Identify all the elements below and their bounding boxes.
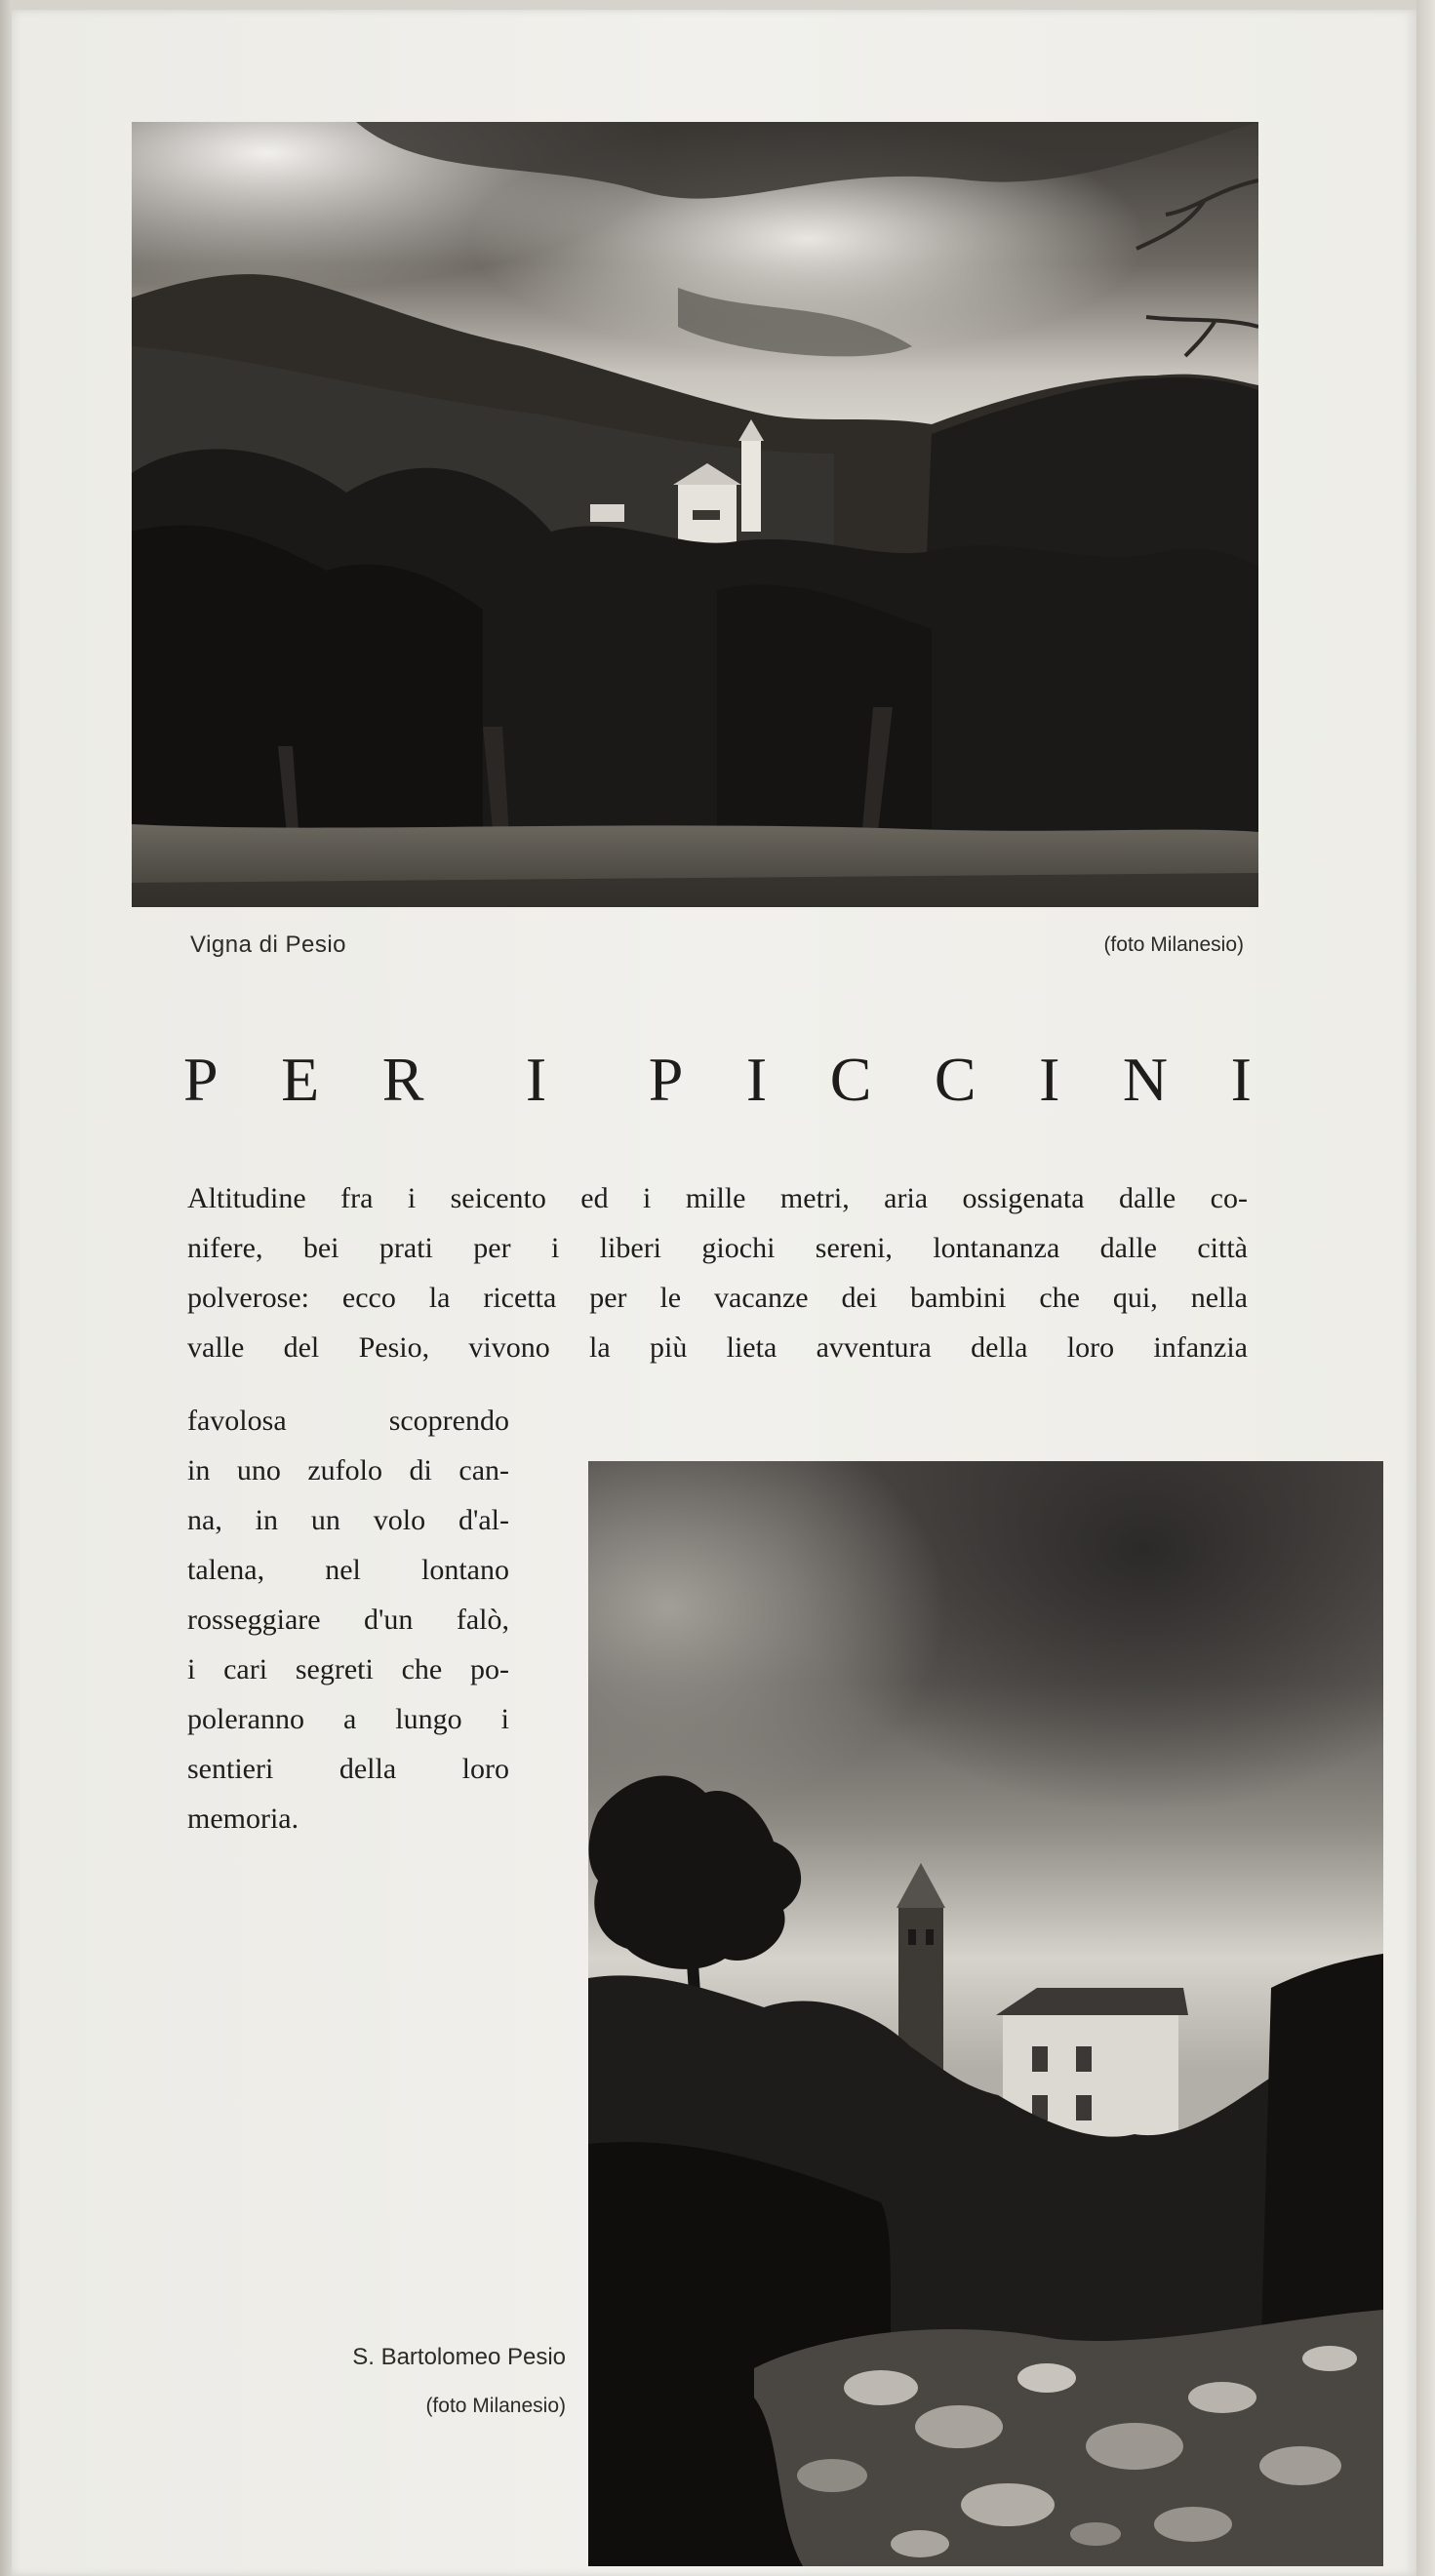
body-line: i cari segreti che po- [187, 1653, 509, 1685]
photo-credit-vigna: (foto Milanesio) [1103, 933, 1244, 956]
page-left-edge [0, 0, 12, 2576]
photo-credit-bartolomeo: (foto Milanesio) [425, 2395, 566, 2417]
body-line: favolosa scoprendo [187, 1405, 509, 1437]
body-paragraph [187, 1173, 1248, 1372]
page-right-edge [1416, 0, 1435, 2576]
title-letter: I [745, 1045, 768, 1114]
photo-san-bartolomeo-pesio [588, 1461, 1383, 2566]
title-letter: P [183, 1045, 219, 1114]
title-letter: I [1230, 1045, 1252, 1114]
title-letter: P [648, 1045, 684, 1114]
body-line: in uno zufolo di can- [187, 1454, 509, 1486]
title-letter: C [934, 1045, 977, 1114]
title-letter: I [1039, 1045, 1060, 1114]
page-title [183, 1044, 1252, 1116]
photo-vigna-di-pesio [132, 122, 1258, 907]
body-line: talena, nel lontano [187, 1554, 509, 1586]
title-letter: R [381, 1045, 424, 1114]
photo-caption-vigna: Vigna di Pesio [190, 931, 346, 958]
photo-caption-bartolomeo: S. Bartolomeo Pesio [352, 2344, 566, 2370]
body-line: na, in un volo d'al- [187, 1504, 509, 1536]
body-line: memoria. [187, 1803, 299, 1835]
body-line: polverose: ecco la ricetta per le vacanze dei bambini che qui, nella [187, 1282, 1248, 1314]
body-line: rosseggiare d'un falò, [187, 1604, 509, 1636]
body-paragraph-narrow [187, 1396, 509, 1843]
title-letter: I [525, 1045, 547, 1114]
title-letter: E [281, 1045, 320, 1114]
title-letter: N [1122, 1045, 1169, 1114]
body-line: valle del Pesio, vivono la più lieta avventura della loro infanzia [187, 1331, 1248, 1364]
body-line: Altitudine fra i seicento ed i mille metri, aria ossigenata dalle co- [187, 1182, 1248, 1214]
body-line: nifere, bei prati per i liberi giochi sereni, lontananza dalle città [187, 1232, 1248, 1264]
body-line: sentieri della loro [187, 1753, 509, 1785]
body-line: poleranno a lungo i [187, 1703, 509, 1735]
title-letter: C [829, 1045, 872, 1114]
